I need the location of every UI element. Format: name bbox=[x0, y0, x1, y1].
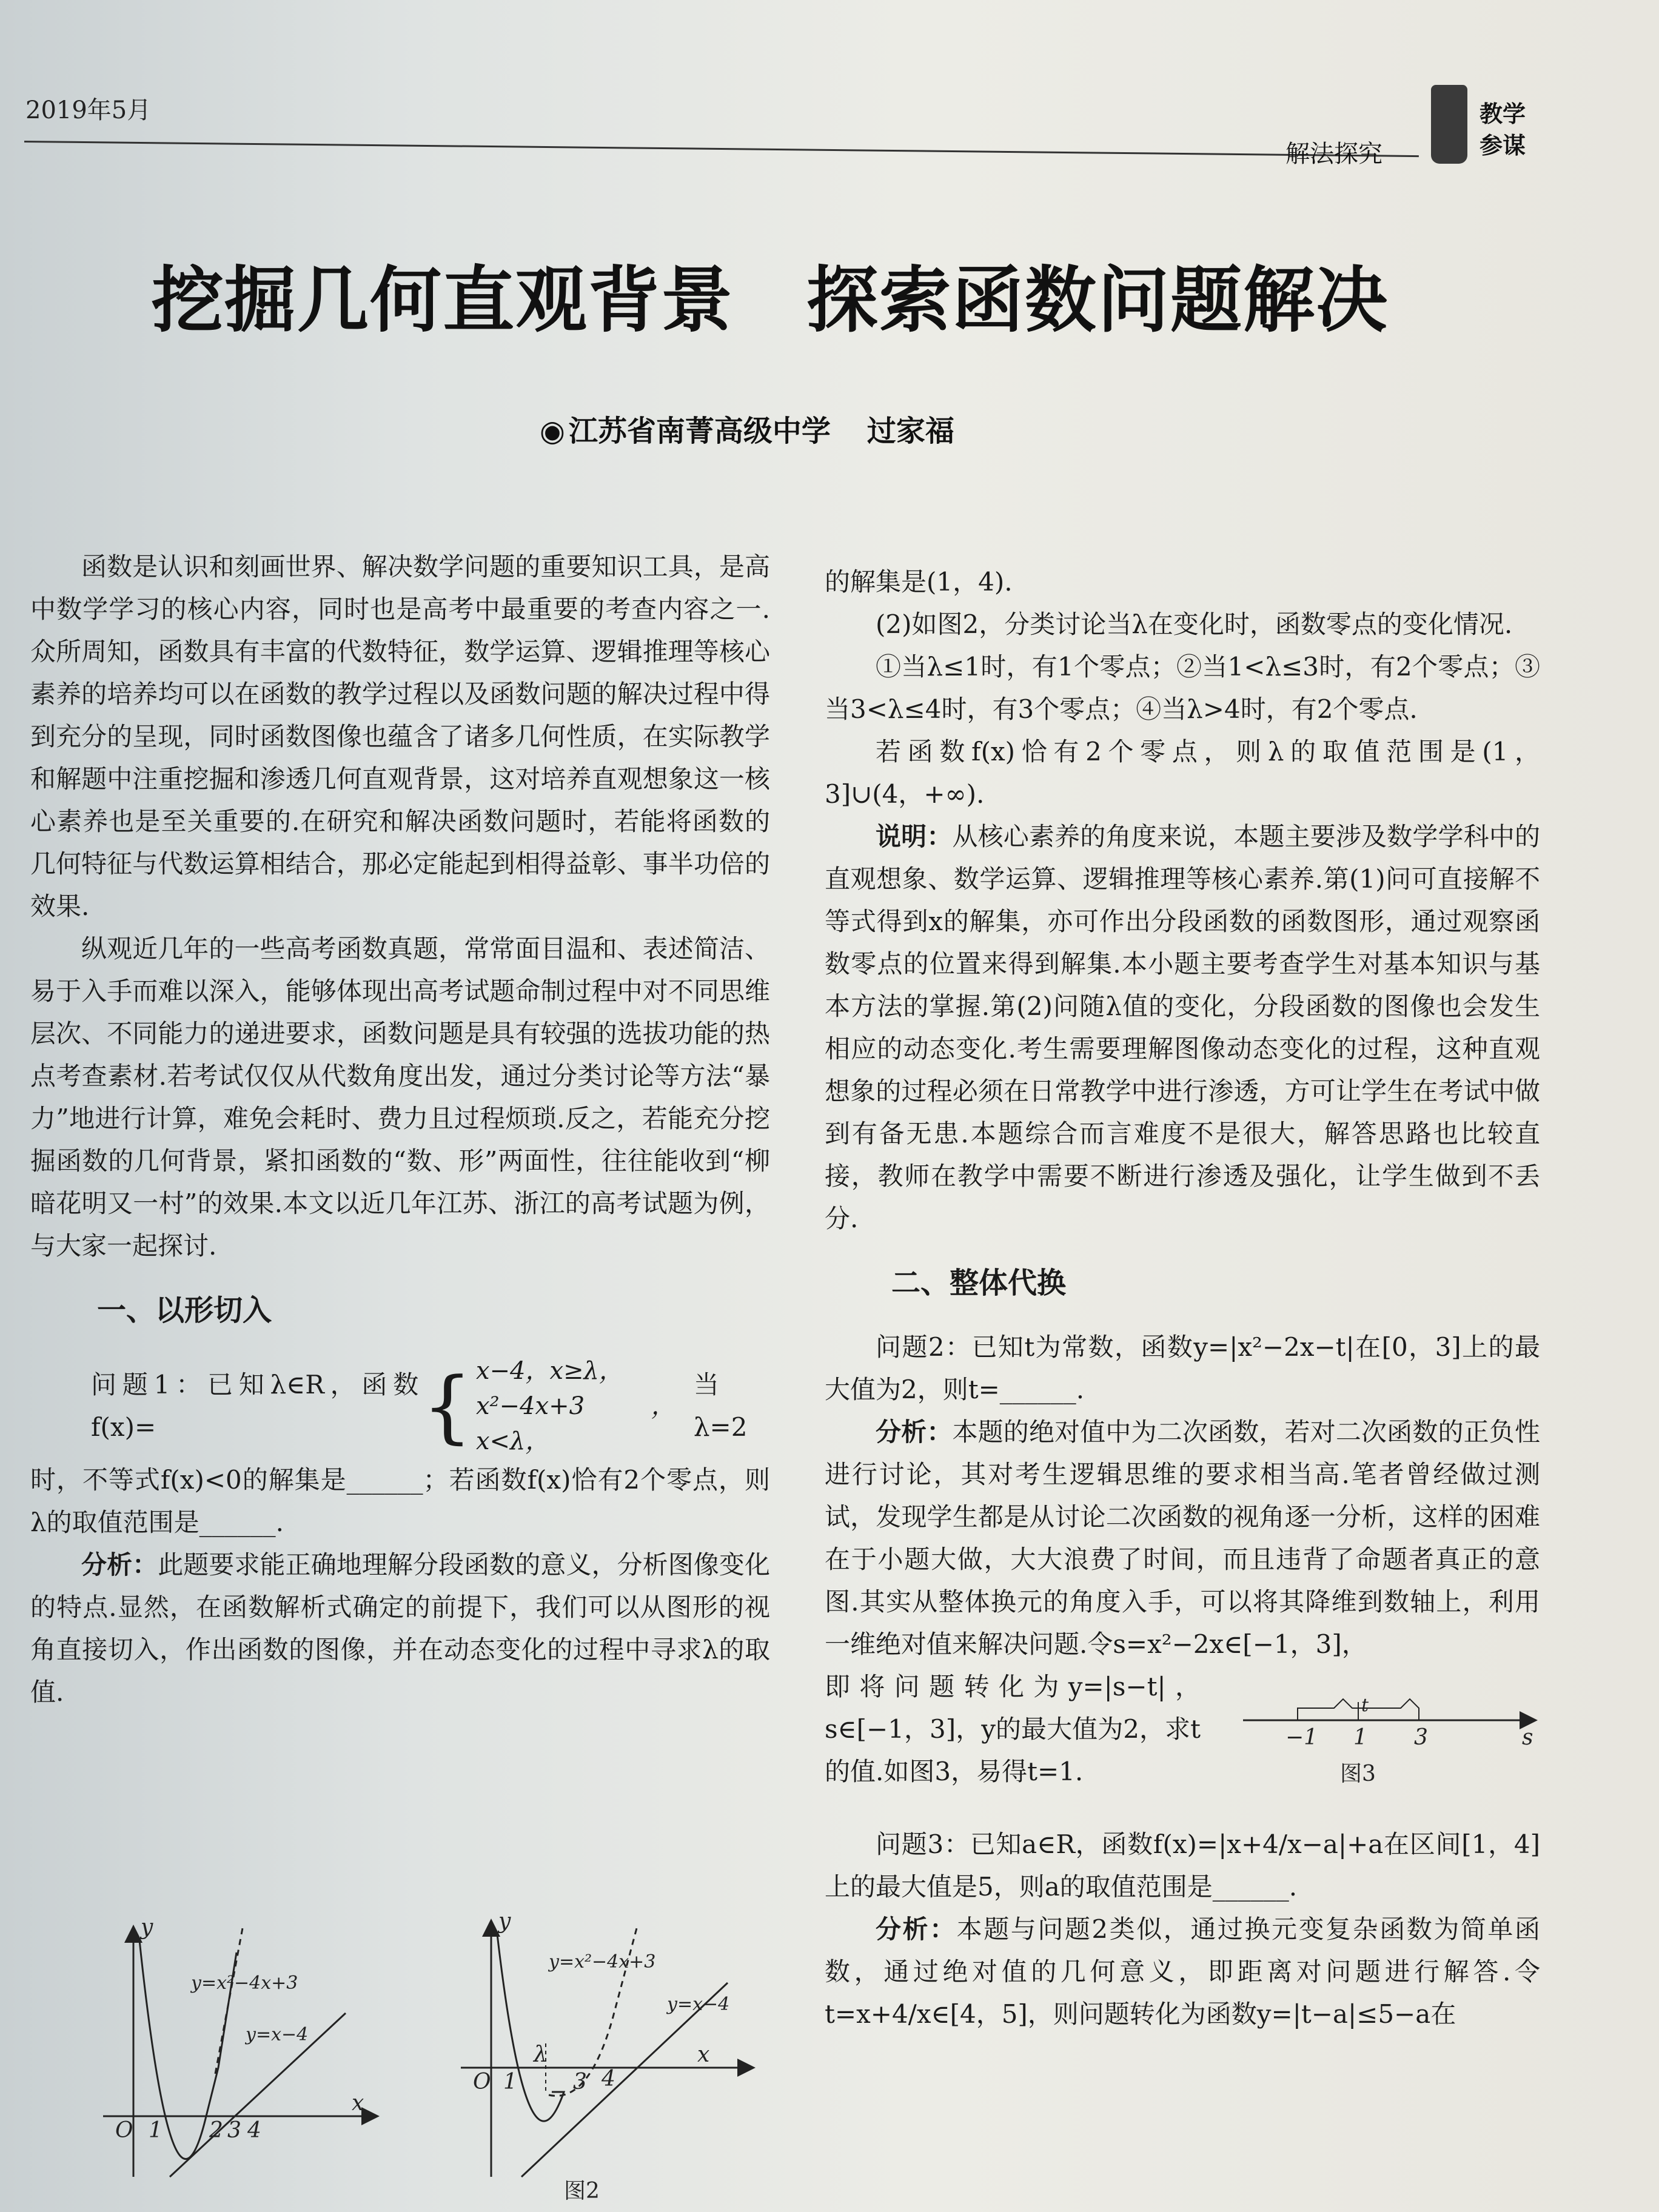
fig3-s-label: s bbox=[1522, 1725, 1533, 1750]
journal-logo bbox=[1425, 67, 1558, 170]
intro-paragraph: 函数是认识和刻画世界、解决数学问题的重要知识工具，是高中数学学习的核心内容，同时也是高考中最重要的考查内容之一.众所周知，函数具有丰富的代数特征，数学运算、逻辑推理等核心素养的培养均可以在函数的教学过程以及函数问题的解决过程中得到充分的呈现，同时函数图像也蕴含了诸多几何性质，在实际教学和解题中注重挖掘和渗透几何直观背景，这对培养直观想象这一核心素养也是至关重要的.在研究和解决函数问题时，若能将函数的几何特征与代数运算相结合，那必定能起到相得益彰、事半功倍的效果. bbox=[30, 552, 770, 921]
logo-text: 教学 参谋 bbox=[1480, 101, 1526, 159]
header-rule bbox=[24, 141, 1419, 157]
fig2-origin: O bbox=[473, 2070, 491, 2094]
analysis-2: 分析：本题的绝对值中为二次函数，若对二次函数的正负性进行讨论，其对考生逻辑思维的要求相当高.笔者曾经做过测试，发现学生都是从讨论二次函数的视角逐一分析，这样的困难在于小题大做，大大浪费了时间，而且违背了命题者真正的意图.其实从整体换元的角度入手，可以将其降维到数轴上，利用一维绝对值来解决问题.令s=x²−2x∈[−1，3]， bbox=[825, 1417, 1540, 1659]
pen-cup-icon bbox=[1431, 85, 1467, 164]
fig2-line-label: y=x−4 bbox=[667, 1994, 730, 2015]
fig3-tick-1: 1 bbox=[1353, 1725, 1367, 1750]
solution-2-answer: 若函数f(x)恰有2个零点，则λ的取值范围是(1，3]∪(4，+∞). bbox=[825, 737, 1540, 809]
fig2-lambda-label: λ bbox=[534, 2042, 548, 2067]
solution-2-cases: ①当λ≤1时，有1个零点；②当1<λ≤3时，有2个零点；③当3<λ≤4时，有3个零点；④当λ>4时，有2个零点. bbox=[825, 652, 1540, 724]
fig1-curve-label: y=x²−4x+3 bbox=[191, 1972, 298, 1994]
fig1-tick-4: 4 bbox=[247, 2118, 261, 2143]
bullet-icon: ◉ bbox=[540, 414, 565, 448]
issue-date: 2019年5月 bbox=[25, 96, 152, 124]
problem-2-statement: 问题2：已知t为常数，函数y=|x²−2x−t|在[0，3]上的最大值为2，则t=______. bbox=[825, 1332, 1540, 1404]
figure-2 bbox=[443, 1910, 758, 2212]
fig3-tick-m1: −1 bbox=[1285, 1725, 1318, 1750]
analysis-2-with-figure bbox=[825, 1666, 1540, 1799]
fig1-tick-1: 1 bbox=[149, 2118, 163, 2143]
fig1-y-label: y bbox=[141, 1916, 153, 1940]
fig2-tick-4: 4 bbox=[602, 2066, 615, 2091]
fig3-caption: 图3 bbox=[1340, 1761, 1376, 1786]
right-column bbox=[825, 561, 1540, 2036]
solution-1-result: 的解集是(1，4). bbox=[825, 567, 1013, 597]
review-paragraph: 纵观近几年的一些高考函数真题，常常面目温和、表述简洁、易于入手而难以深入，能够体现出高考试题命制过程中对不同思维层次、不同能力的递进要求，函数问题是具有较强的选拔功能的热点考查素材.若考试仅仅从代数角度出发，通过分类讨论等方法“暴力”地进行计算，难免会耗时、费力且过程烦琐.反之，若能充分挖掘函数的几何背景，紧扣函数的“数、形”两面性，往往能收到“柳暗花明又一村”的效果.本文以近几年江苏、浙江的高考试题为例，与大家一起探讨. bbox=[30, 934, 770, 1261]
author-line bbox=[540, 407, 954, 449]
problem-1-continuation: 时，不等式f(x)<0的解集是______；若函数f(x)恰有2个零点，则λ的取值范围是______. bbox=[30, 1465, 770, 1537]
analysis-1: 分析：此题要求能正确地理解分段函数的意义，分析图像变化的特点.显然，在函数解析式确定的前提下，我们可以从图形的视角直接切入，作出函数的图像，并在动态变化的过程中寻求λ的取值. bbox=[30, 1550, 770, 1707]
fig2-x-label: x bbox=[697, 2042, 710, 2067]
problem-1-statement: 问题1：已知λ∈R，函数f(x)= { x−4，x≥λ， x²−4x+3，x<λ， 当λ=2 bbox=[30, 1353, 770, 1459]
note-paragraph: 说明：从核心素养的角度来说，本题主要涉及数学学科中的直观想象、数学运算、逻辑推理等核心素养.第(1)问可直接解不等式得到x的解集，亦可作出分段函数的函数图形，通过观察函数零点的位置来得到解集.本小题主要考查学生对基本知识与基本方法的掌握.第(2)问随λ值的变化，分段函数的图像也会发生相应的动态变化.考生需要理解图像动态变化的过程，这种直观想象的过程必须在日常教学中进行渗透，方可让学生在考试中做到有备无患.本题综合而言难度不是很大，解答思路也比较直接，教师在教学中需要不断进行渗透及强化，让学生做到不丢分. bbox=[825, 822, 1540, 1233]
author-org: 江苏省南菁高级中学 bbox=[568, 414, 831, 448]
section-heading-2: 二、整体代换 bbox=[891, 1266, 1067, 1300]
fig3-tick-3: 3 bbox=[1414, 1725, 1428, 1750]
fig3-t-label: t bbox=[1361, 1695, 1369, 1716]
fig2-curve-label: y=x²−4x+3 bbox=[549, 1951, 656, 1972]
fig2-tick-1: 1 bbox=[503, 2070, 517, 2094]
section-name: 解法探究 bbox=[1285, 140, 1382, 168]
fig1-origin: O bbox=[115, 2118, 133, 2143]
author-name: 过家福 bbox=[866, 414, 954, 448]
fig1-tick-3: 3 bbox=[227, 2118, 241, 2143]
left-column bbox=[30, 546, 770, 1714]
section-heading-1: 一、以形切入 bbox=[97, 1293, 272, 1327]
problem-3-statement: 问题3：已知a∈R，函数f(x)=|x+4/x−a|+a在区间[1，4]上的最大值是5，则a的取值范围是______. bbox=[825, 1829, 1540, 1902]
solution-2-intro: (2)如图2，分类讨论当λ在变化时，函数零点的变化情况. bbox=[876, 609, 1513, 639]
figure-3 bbox=[1237, 1666, 1540, 1799]
fig2-y-label: y bbox=[498, 1910, 511, 1934]
analysis-2-continuation: 即将问题转化为y=|s−t|，s∈[−1，3]，y的最大值为2，求t的值.如图3，易得t=1. bbox=[825, 1672, 1201, 1786]
article-title: 挖掘几何直观背景 探索函数问题解决 bbox=[152, 258, 1389, 342]
fig1-line-label: y=x−4 bbox=[246, 2024, 309, 2045]
piecewise-cases: x−4，x≥λ， x²−4x+3，x<λ， bbox=[475, 1357, 675, 1455]
figure-1 bbox=[91, 1916, 382, 2183]
fig2-caption: 图2 bbox=[564, 2179, 600, 2204]
fig1-x-label: x bbox=[352, 2091, 364, 2116]
analysis-3: 分析：本题与问题2类似，通过换元变复杂函数为简单函数，通过绝对值的几何意义，即距离对问题进行解答.令t=x+4/x∈[4，5]，则问题转化为函数y=|t−a|≤5−a在 bbox=[825, 1914, 1540, 2029]
fig2-tick-3: 3 bbox=[573, 2070, 587, 2094]
fig1-tick-2: 2 bbox=[209, 2118, 223, 2143]
